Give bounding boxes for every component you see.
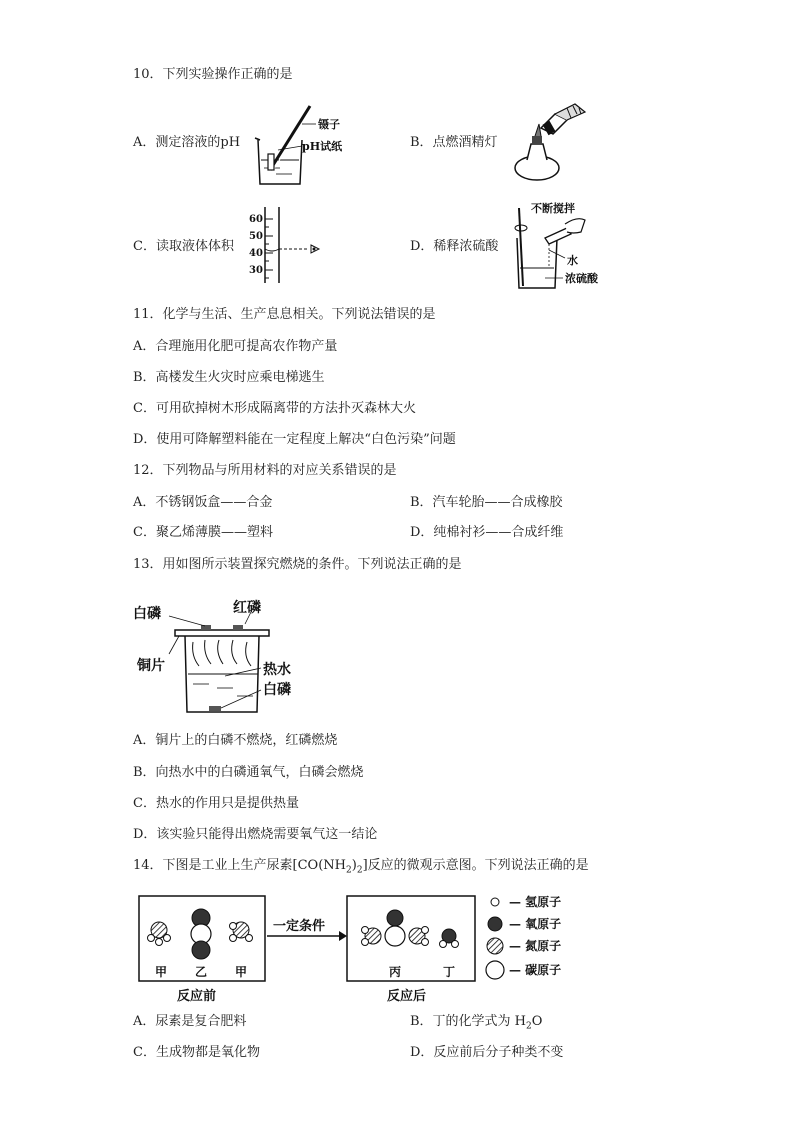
- white-p-top-label: 白磷: [133, 606, 161, 622]
- q10-option-a: A．测定溶液的pH: [133, 135, 241, 150]
- white-p-bottom-label: 白磷: [263, 682, 291, 698]
- q11-option-d: D．使用可降解塑料能在一定程度上解决“白色污染”问题: [133, 432, 456, 447]
- q10-option-d: D．稀释浓硫酸: [410, 239, 499, 254]
- q14-option-d: D．反应前后分子种类不变: [410, 1045, 564, 1060]
- label-jia-1: 甲: [155, 965, 168, 979]
- q10-option-b: B．点燃酒精灯: [410, 135, 498, 150]
- label-after: 反应后: [387, 989, 427, 1004]
- q11-option-c: C．可用砍掉树木形成隔离带的方法扑灭森林大火: [133, 401, 416, 416]
- q11-stem: 11．化学与生活、生产息息相关。下列说法错误的是: [133, 307, 436, 322]
- q14-option-a: A．尿素是复合肥料: [133, 1014, 247, 1029]
- q12-stem: 12．下列物品与所用材料的对应关系错误的是: [133, 463, 397, 478]
- q12-option-a: A．不锈钢饭盒——合金: [133, 495, 273, 510]
- q11-option-b: B．高楼发生火灾时应乘电梯逃生: [133, 370, 325, 385]
- cylinder-reading-figure: [245, 205, 325, 285]
- q12-option-b: B．汽车轮胎——合成橡胶: [410, 495, 563, 510]
- tick-50: 50: [249, 231, 263, 242]
- ph-test-figure: [250, 100, 360, 190]
- q10-option-c: C．读取液体体积: [133, 239, 234, 254]
- tick-60: 60: [249, 214, 263, 225]
- q13-option-a: A．铜片上的白磷不燃烧，红磷燃烧: [133, 733, 338, 748]
- q13-option-b: B．向热水中的白磷通氧气，白磷会燃烧: [133, 765, 364, 780]
- dilute-acid-figure: [505, 198, 615, 293]
- combustion-apparatus-figure: [133, 592, 313, 722]
- tweezers-label: 镊子: [318, 118, 340, 131]
- water-label: 水: [567, 254, 578, 267]
- q13-stem: 13．用如图所示装置探究燃烧的条件。下列说法正确的是: [133, 557, 462, 572]
- red-p-label: 红磷: [233, 600, 261, 616]
- copper-label: 铜片: [137, 658, 165, 674]
- label-bing: 丙: [389, 965, 402, 979]
- q13-option-c: C．热水的作用只是提供热量: [133, 796, 299, 811]
- legend-carbon: — 碳原子: [509, 963, 562, 977]
- tick-40: 40: [249, 248, 263, 259]
- label-ding: 丁: [443, 965, 456, 979]
- q10-stem: 10．下列实验操作正确的是: [133, 67, 293, 82]
- q11-option-a: A．合理施用化肥可提高农作物产量: [133, 339, 338, 354]
- label-jia-2: 甲: [235, 965, 248, 979]
- ph-paper-label: pH试纸: [302, 140, 343, 153]
- legend-hydrogen: — 氢原子: [509, 895, 562, 909]
- reaction-diagram-figure: [133, 886, 603, 1006]
- q12-option-c: C．聚乙烯薄膜——塑料: [133, 525, 273, 540]
- label-yi: 乙: [195, 965, 208, 979]
- tick-30: 30: [249, 265, 263, 276]
- stir-label: 不断搅拌: [531, 202, 575, 215]
- q14-stem: 14．下图是工业上生产尿素$[CO(NH_2)_2]$反应的微观示意图。下列说法正确的是: [133, 858, 589, 876]
- q14-option-b: B．丁的化学式为 $H_2O$: [410, 1014, 543, 1032]
- hot-water-label: 热水: [263, 662, 291, 678]
- q13-option-d: D．该实验只能得出燃烧需要氧气这一结论: [133, 827, 378, 842]
- acid-label: 浓硫酸: [565, 272, 598, 285]
- legend-nitrogen: — 氮原子: [509, 939, 562, 953]
- q12-option-d: D．纯棉衬衫——合成纤维: [410, 525, 564, 540]
- reaction-condition: 一定条件: [273, 919, 326, 934]
- q14-option-c: C．生成物都是氧化物: [133, 1045, 260, 1060]
- legend-oxygen: — 氧原子: [509, 917, 562, 931]
- label-before: 反应前: [177, 989, 217, 1004]
- alcohol-lamp-figure: [505, 100, 595, 185]
